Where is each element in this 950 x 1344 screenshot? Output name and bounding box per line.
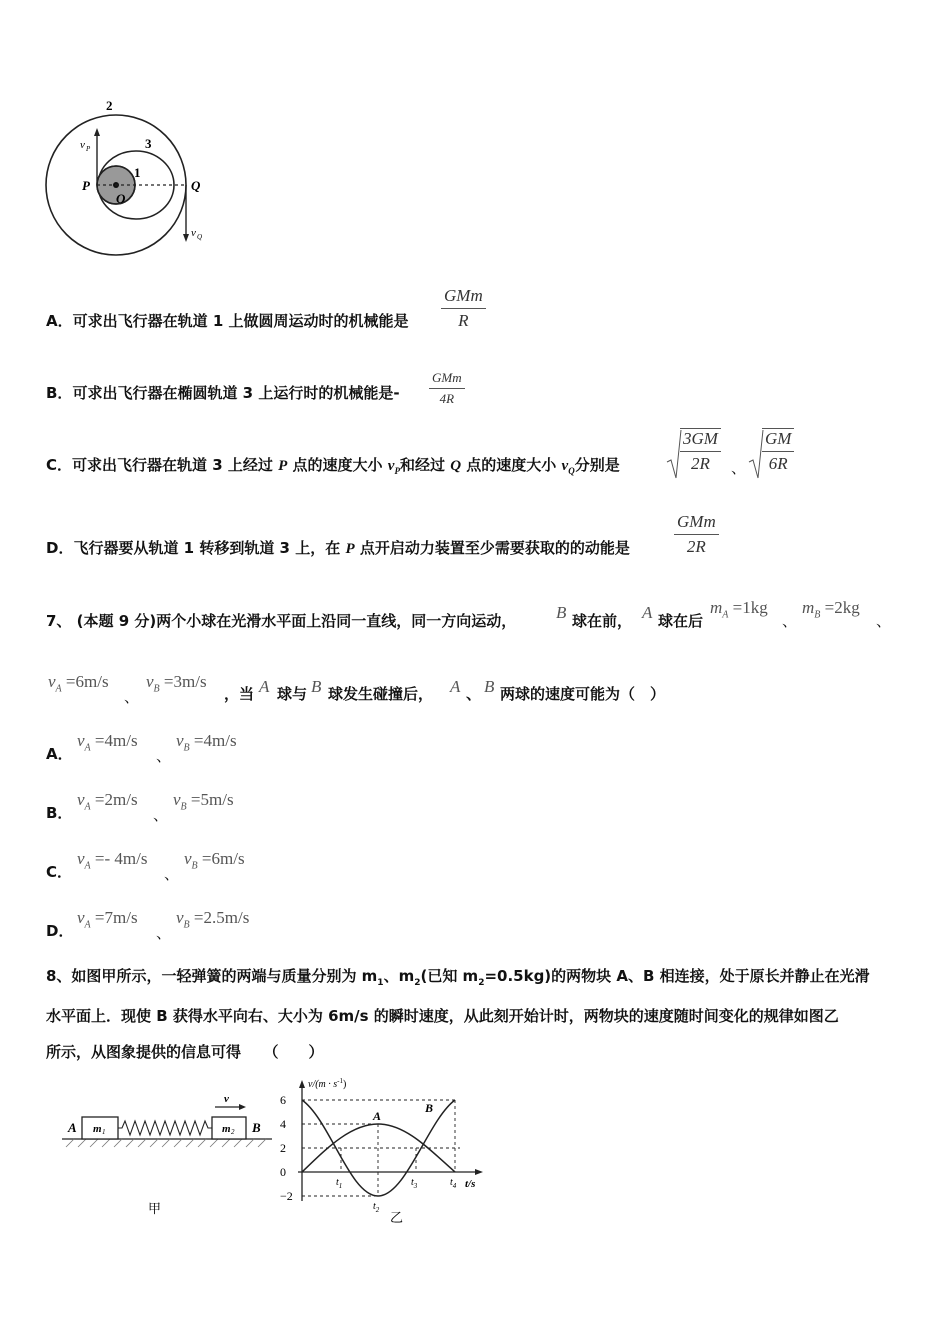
label-v: v: [224, 1093, 229, 1105]
q6-d-fraction: GMm 2R: [674, 512, 719, 557]
q7-stem-text: 球在后: [658, 612, 704, 630]
ytick-0: 0: [280, 1165, 286, 1179]
q7-stem-text: ，当: [224, 685, 255, 703]
q7-stem-line-1: 7、 (本题 9 分)两个小球在光滑水平面上沿同一直线，同一方向运动，: [46, 612, 517, 630]
label-3: 3: [145, 136, 152, 151]
option-text: 可求出飞行器在轨道 3 上经过: [72, 456, 273, 474]
option-text: 点开启动力装置至少需要获取的的动能是: [359, 539, 630, 557]
ytick-2: 2: [280, 1141, 286, 1155]
ytick-4: 4: [280, 1117, 286, 1131]
curve-a-label: A: [373, 1109, 382, 1123]
label-vp-sub: P: [86, 145, 91, 153]
figure-jia: [60, 1085, 285, 1225]
option-va: $v_A =7m/s$: [77, 908, 138, 931]
q7-velocity-a: $v_A =6m/s$: [48, 672, 109, 695]
option-text: 点的速度大小: [292, 456, 383, 474]
q6-c-root-2: $\frac{GM}{6R}$: [762, 428, 794, 474]
option-letter: D．: [46, 539, 74, 557]
option-text: 飞行器要从轨道 1 转移到轨道 3 上，在: [73, 539, 341, 557]
curve-a: [302, 1124, 455, 1172]
caption-yi: 乙: [390, 1211, 404, 1225]
option-text: 分别是: [574, 456, 620, 474]
label-2: 2: [106, 98, 113, 113]
option-text: 可求出飞行器在轨道 1 上做圆周运动时的机械能是: [72, 312, 409, 330]
option-letter: B．: [46, 384, 73, 402]
x-axis-label: t/s: [465, 1178, 476, 1190]
t3-label: $t_3$: [411, 1177, 418, 1190]
q6-b-fraction: GMm 4R: [429, 370, 465, 407]
q7-ball-a: A: [642, 603, 653, 622]
separator: 、: [156, 924, 172, 942]
label-o: O: [116, 191, 126, 206]
q7-stem-text: 球在前，: [572, 612, 633, 630]
option-va: $v_A =4m/s$: [77, 731, 138, 754]
option-text: 和经过: [399, 456, 445, 474]
q8-stem-line-2: 水平面上．现使 B 获得水平向右、大小为 6m/s 的瞬时速度，从此刻开始计时，两物块的速度随时间变化的规律如图乙: [46, 1007, 839, 1025]
ytick-6: 6: [280, 1093, 286, 1107]
t2-label: $t_2$: [373, 1201, 380, 1214]
point-p: P: [345, 541, 355, 557]
q8-stem-line-1: 8、如图甲所示，一轻弹簧的两端与质量分别为 $m_1$、$m_2$(已知 $m_2=0.5kg$)的两物块 A、B 相连接，处于原长并静止在光滑: [46, 967, 870, 988]
q7-ball-b: B: [556, 603, 567, 622]
label-m1-sub: 1: [102, 1128, 106, 1136]
label-p: P: [82, 178, 90, 193]
option-vb: $v_B =4m/s$: [176, 731, 237, 754]
option-letter: A．: [46, 312, 73, 330]
q7-ball-b: B: [484, 677, 495, 696]
separator: 、: [156, 747, 172, 765]
option-vb: $v_B =2.5m/s$: [176, 908, 250, 931]
q7-mass-b: $m_B =2kg$: [802, 598, 860, 621]
q8-stem-line-3: 所示，从图象提供的信息可得 （ ）: [46, 1043, 324, 1061]
vp-symbol: $v_P$: [387, 458, 400, 476]
label-vp: v: [80, 139, 85, 151]
q6-option-b[interactable]: [46, 383, 400, 403]
option-letter: C．: [46, 863, 73, 881]
q6-c-separator: 、: [731, 459, 747, 477]
vq-symbol: $v_Q$: [561, 458, 575, 476]
label-q: Q: [191, 178, 201, 193]
q7-mass-a: $m_A =1kg$: [710, 598, 768, 621]
q7-velocity-b: $v_B =3m/s$: [146, 672, 207, 695]
q6-option-d[interactable]: [46, 538, 630, 559]
q6-option-a[interactable]: [46, 311, 409, 331]
point-q: Q: [450, 458, 462, 474]
option-va: $v_A =2m/s$: [77, 790, 138, 813]
q6-c-root-1: $\frac{3GM}{2R}$: [680, 428, 721, 474]
q7-ball-b: B: [311, 677, 322, 696]
orbit-figure: [40, 90, 220, 260]
label-a: A: [68, 1120, 77, 1135]
option-letter: C．: [46, 456, 73, 474]
label-1: 1: [134, 165, 141, 180]
separator: 、: [153, 806, 169, 824]
spring: [118, 1121, 212, 1135]
q7-stem-text: 球发生碰撞后，: [328, 685, 434, 703]
option-vb: $v_B =5m/s$: [173, 790, 234, 813]
q6-option-c[interactable]: [46, 455, 620, 481]
figure-yi: [280, 1075, 495, 1225]
option-vb: $v_B =6m/s$: [184, 849, 245, 872]
option-text: 可求出飞行器在椭圆轨道 3 上运行时的机械能是-: [72, 384, 400, 402]
option-letter: A．: [46, 745, 73, 763]
point-p: P: [278, 458, 288, 474]
q7-separator: 、: [124, 688, 140, 706]
ytick-neg2: −2: [280, 1189, 293, 1203]
caption-jia: 甲: [148, 1202, 162, 1217]
q7-stem-text: 两球的速度可能为（ ）: [500, 685, 666, 703]
t4-label: $t_4$: [450, 1177, 457, 1190]
q7-separator: 、: [876, 612, 892, 630]
curve-b-label: B: [425, 1101, 434, 1115]
label-m1: m: [93, 1123, 102, 1135]
label-vq-sub: Q: [197, 233, 203, 241]
q6-a-fraction: GMm R: [441, 286, 486, 331]
option-letter: D．: [46, 922, 74, 940]
q7-ball-a: A: [259, 677, 270, 696]
label-m2-sub: 2: [231, 1128, 235, 1136]
option-text: 点的速度大小: [466, 456, 557, 474]
label-m2: m: [222, 1123, 231, 1135]
q7-separator: 、: [782, 612, 798, 630]
y-axis-label: $v/(m \cdot s^{-1})$: [308, 1077, 347, 1090]
t1-label: $t_1$: [336, 1177, 343, 1190]
separator: 、: [164, 865, 180, 883]
q7-ball-a: A: [450, 677, 461, 696]
option-va: $v_A =- 4m/s$: [77, 849, 148, 872]
label-b: B: [252, 1120, 261, 1135]
option-letter: B．: [46, 804, 73, 822]
q7-stem-text: 、: [466, 685, 482, 703]
q7-stem-text: 球与: [277, 685, 308, 703]
label-vq: v: [191, 227, 196, 239]
ground-hatch: [66, 1139, 266, 1147]
